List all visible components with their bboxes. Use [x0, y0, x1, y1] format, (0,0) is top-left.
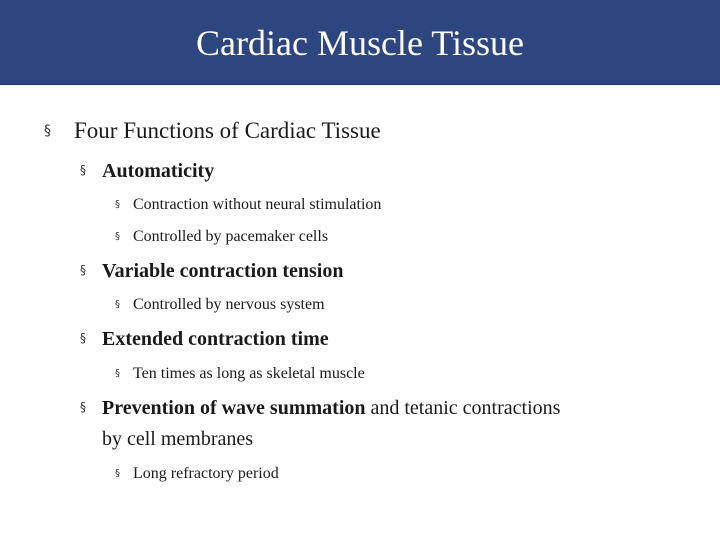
bullet-icon: § — [115, 231, 120, 242]
bullet-icon: § — [115, 299, 120, 310]
function-detail — [115, 365, 365, 383]
bullet-icon: § — [80, 331, 86, 345]
function-label: Automaticity — [102, 160, 215, 182]
function-detail-text: Contraction without neural stimulation — [133, 196, 382, 213]
bullet-icon: § — [80, 263, 86, 277]
function-detail — [115, 228, 328, 246]
function-item-variable-tension — [80, 260, 343, 283]
slide-title: Cardiac Muscle Tissue — [196, 23, 524, 63]
function-detail — [115, 196, 381, 214]
main-bullet-text: Four Functions of Cardiac Tissue — [74, 118, 381, 143]
bullet-icon: § — [80, 163, 86, 177]
function-detail-text: Long refractory period — [133, 465, 279, 482]
bullet-icon: § — [115, 468, 120, 479]
function-label-bold: Prevention of wave summation — [102, 397, 366, 419]
function-item-automaticity — [80, 160, 214, 183]
function-detail-text: Controlled by nervous system — [133, 296, 325, 313]
bullet-icon: § — [115, 368, 120, 379]
bullet-icon: § — [80, 400, 86, 414]
function-detail-text: Ten times as long as skeletal muscle — [133, 365, 365, 382]
function-label: Variable contraction tension — [102, 260, 344, 282]
function-label-continuation: by cell membranes — [102, 428, 254, 450]
function-item-prevention — [80, 397, 560, 420]
function-label-rest: and tetanic contractions — [365, 397, 561, 419]
function-detail — [115, 296, 325, 314]
function-detail — [115, 465, 279, 483]
function-label: Extended contraction time — [102, 328, 329, 350]
main-bullet — [44, 118, 381, 144]
bullet-icon: § — [115, 199, 120, 210]
function-detail-text: Controlled by pacemaker cells — [133, 228, 329, 245]
bullet-icon: § — [44, 123, 51, 139]
function-item-extended-time — [80, 328, 329, 351]
